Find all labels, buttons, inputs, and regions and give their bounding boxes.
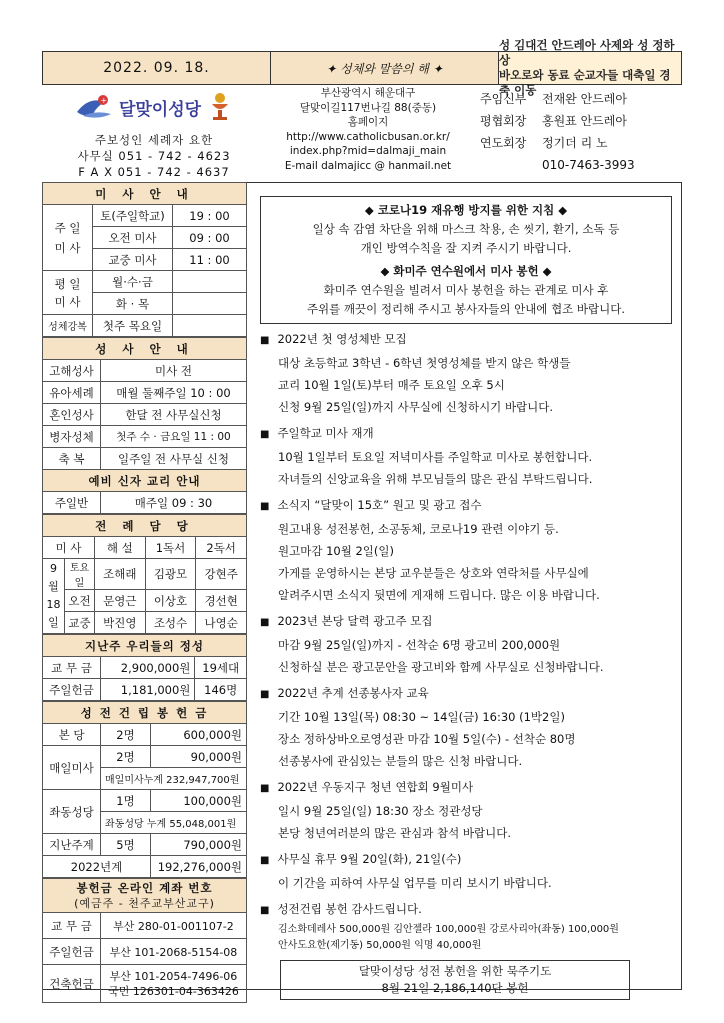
offering-amount: 1,181,000원: [101, 679, 195, 701]
parish-logo: [42, 90, 266, 124]
building-cumulative: [101, 812, 247, 834]
sacrament-name: 축 복: [43, 448, 101, 470]
parish-info: [42, 88, 266, 184]
offering-name: 주일헌금: [43, 679, 101, 701]
account-line-1: 부산 101-2054-7496-06: [109, 969, 238, 983]
notice-body-1a: 일상 속 감염 차단을 위해 마스크 착용, 손 씻기, 환기, 소독 등: [312, 222, 620, 236]
building-amount: 100,000원: [151, 790, 247, 812]
news-line: 원고내용 성전봉헌, 소공동체, 코로나19 관련 이야기 등.: [278, 522, 559, 536]
liturgy-date: 9월 18일: [43, 559, 65, 634]
building-name: 지난주계: [43, 834, 101, 856]
news-line: 장소 정하상바오로영성관 마감 10월 5일(수) - 선착순 80명: [278, 732, 576, 746]
prayer-line-2: 8월 21일 2,186,140단 봉헌: [381, 981, 529, 995]
staff-name: 정기더 리 노: [542, 136, 608, 150]
feast-title: [499, 38, 681, 97]
chalice-icon: [207, 92, 233, 122]
mass-time: 19 : 00: [173, 205, 247, 227]
liturgy-table: [42, 514, 247, 634]
parish-contact: [268, 86, 468, 173]
left-column: [42, 182, 247, 1003]
building-count: 1명: [101, 790, 151, 812]
offering-count: 146명: [195, 679, 247, 701]
news-line: 본당 청년여러분의 많은 관심과 참석 바랍니다.: [278, 826, 512, 840]
building-count: 5명: [101, 834, 151, 856]
sunday-mass-label: 주 일 미 사: [43, 205, 93, 271]
news-line: 자녀들의 신앙교육을 위해 부모님들의 많은 관심 부탁드립니다.: [278, 472, 593, 486]
news-title: ■ 사무실 휴무 9월 20일(화), 21일(수): [260, 848, 680, 872]
liturgy-reading2: 강현주: [196, 559, 247, 590]
sacrament-value: 첫주 수 · 금요일 11 : 00: [101, 426, 247, 448]
dove-emblem-icon: [75, 92, 115, 122]
liturgy-commentator: 조해래: [95, 559, 146, 590]
account-name: 주일헌금: [43, 939, 101, 965]
email[interactable]: E-mail dalmajicc @ hanmail.net: [284, 159, 452, 172]
account-number: 부산 280-01-001107-2: [101, 913, 247, 939]
rosary-prayer-box: [280, 960, 630, 1000]
liturgy-reading1: 조성수: [145, 612, 196, 634]
notice-body-1b: 개인 방역수칙을 잘 지켜 주시기 바랍니다.: [360, 241, 572, 255]
liturgy-mass: 토요일: [65, 559, 95, 590]
mass-name: 교중 미사: [93, 249, 173, 271]
liturgy-header: 2독서: [196, 537, 247, 559]
news-line: 10월 1일부터 토요일 저녁미사를 주일학교 미사로 봉헌합니다.: [278, 450, 593, 464]
office-phone: 사무실 051 - 742 - 4623: [77, 149, 231, 163]
building-amount: 90,000원: [151, 746, 247, 768]
news-line: 신청하실 분은 광고문안을 광고비와 함께 사무실로 신청바랍니다.: [278, 660, 604, 674]
cumulative-amount: 232,947,700원: [166, 775, 240, 786]
feast-line-2: 바오로와 동료 순교자들 대축일 경축 이동: [499, 68, 671, 97]
year-total-label: 2022년계: [43, 856, 151, 878]
sacrament-title: 성 사 안 내: [43, 338, 247, 360]
news-line: 마감 9월 25일(일)까지 - 선착순 6명 광고비 200,000원: [278, 638, 561, 652]
weekday-days: 화 · 목: [93, 293, 173, 315]
building-title: 성 전 건 립 봉 헌 금: [43, 702, 247, 724]
staff-row: [480, 88, 680, 110]
news-line: 기간 10월 13일(목) 08:30 ~ 14일(금) 16:30 (1박2일): [278, 710, 565, 724]
staff-row: [480, 132, 680, 154]
news-line: 대상 초등학교 3학년 - 6학년 첫영성체를 받지 않은 학생들: [278, 356, 571, 370]
offering-amount: 2,900,000원: [101, 657, 195, 679]
news-line: 신청 9월 25일(일)까지 사무실에 신청하시기 바랍니다.: [278, 400, 554, 414]
mass-table: [42, 182, 247, 337]
news-item: [260, 682, 680, 772]
weekday-days: 월·수·금: [93, 271, 173, 293]
parish-name: 달맞이성당: [118, 99, 202, 120]
account-number: 부산 101-2068-5154-08: [101, 939, 247, 965]
liturgy-mass: 교중: [65, 612, 95, 634]
catechism-value: 매주일 09 : 30: [101, 492, 247, 514]
svg-text:+: +: [100, 96, 108, 105]
news-line: 선종봉사에 관심있는 분들의 많은 신청 바랍니다.: [278, 754, 523, 768]
sacrament-value: 미사 전: [101, 360, 247, 382]
notice-box: [260, 196, 672, 324]
liturgy-reading1: 이상호: [145, 590, 196, 612]
fax-number: F A X 051 - 742 - 4637: [78, 165, 230, 179]
cumulative-label: 매일미사누계: [105, 775, 163, 786]
feast-line-1: 성 김대건 안드레아 사제와 성 정하상: [499, 38, 675, 67]
liturgy-reading1: 김광모: [145, 559, 196, 590]
news-line: 이 기간을 피하여 사무실 업무를 미리 보시기 바랍니다.: [278, 876, 552, 890]
staff-name: 홍원표 안드레아: [542, 114, 627, 128]
year-theme: ✦ 성체와 말씀의 해 ✦: [271, 52, 499, 84]
building-count: 2명: [101, 724, 151, 746]
accounts-title-2: (예금주 - 천주교부산교구): [74, 896, 215, 910]
prayer-line-1: 달맞이성당 성전 봉헌을 위한 묵주기도: [358, 964, 552, 978]
offering-name: 교 무 금: [43, 657, 101, 679]
offering-title: 지난주 우리들의 정성: [43, 635, 247, 657]
sacrament-value: 매월 둘째주일 10 : 00: [101, 382, 247, 404]
staff-phone: 010-7463-3993: [542, 158, 635, 172]
news-line: 알려주시면 소식지 뒷면에 게재해 드립니다. 많은 이용 바랍니다.: [278, 588, 600, 602]
liturgy-header: 해 설: [95, 537, 146, 559]
news-title: ■ 2023년 본당 달력 광고주 모집: [260, 610, 680, 634]
staff-name: 전재완 안드레아: [542, 92, 627, 106]
mass-title: 미 사 안 내: [43, 183, 247, 205]
sacrament-name: 유아세례: [43, 382, 101, 404]
news-line: 교리 10월 1일(토)부터 매주 토요일 오후 5시: [278, 378, 505, 392]
sacrament-name: 병자성체: [43, 426, 101, 448]
liturgy-reading2: 나영순: [196, 612, 247, 634]
notice-title-2: ◆ 화미주 연수원에서 미사 봉헌 ◆: [380, 264, 552, 278]
news-line: 안사도요한(제기동) 50,000원 익명 40,000원: [278, 940, 482, 951]
staff-row: [480, 110, 680, 132]
news-title: ■ 2022년 우동지구 청년 연합회 9월미사: [260, 776, 680, 800]
weekday-mass-label: 평 일 미 사: [43, 271, 93, 315]
news-item: [260, 328, 680, 418]
notice-body-2b: 주위를 깨끗이 정리해 주시고 봉사자들의 안내에 협조 바랍니다.: [306, 302, 626, 316]
news-item: [260, 848, 680, 894]
adoration-value: 첫주 목요일: [93, 315, 173, 337]
news-title: ■ 2022년 추계 선종봉사자 교육: [260, 682, 680, 706]
news-item: [260, 898, 680, 954]
account-line-2: 국민 126301-04-363426: [108, 984, 239, 998]
building-count: 2명: [101, 746, 151, 768]
right-column: [250, 186, 680, 1000]
notice-body-2a: 화미주 연수원을 빌려서 미사 봉헌을 하는 관계로 미사 후: [323, 283, 609, 297]
year-total: 192,276,000원: [151, 856, 247, 878]
building-name: 매일미사: [43, 746, 101, 790]
news-title: ■ 성전건립 봉헌 감사드립니다.: [260, 898, 680, 922]
sacrament-value: 일주일 전 사무실 신청: [101, 448, 247, 470]
mass-name: 토(주일학교): [93, 205, 173, 227]
accounts-title: [43, 879, 247, 913]
mass-time: 11 : 00: [173, 249, 247, 271]
homepage-url-2[interactable]: index.php?mid=dalmaji_main: [289, 145, 447, 157]
news-line: 원고마감 10월 2일(일): [278, 544, 394, 558]
offering-table: [42, 634, 247, 701]
parish-staff: [480, 88, 680, 176]
adoration-label: 성체강복: [43, 315, 93, 337]
liturgy-commentator: 박진영: [95, 612, 146, 634]
liturgy-header: 미 사: [43, 537, 95, 559]
building-amount: 790,000원: [151, 834, 247, 856]
news-title: ■ 2022년 첫 영성체반 모집: [260, 328, 680, 352]
accounts-table: [42, 878, 247, 1003]
news-line: 김소화데레사 500,000원 김안젤라 100,000원 강로사리아(좌동) 100,000원: [278, 924, 619, 935]
liturgy-header: 1독서: [145, 537, 196, 559]
staff-role: 연도회장: [480, 136, 527, 150]
catechism-label: 주일반: [43, 492, 101, 514]
account-name: 건축헌금: [43, 965, 101, 1003]
news-item: [260, 494, 680, 606]
patron-saint: 주보성인 세례자 요한: [94, 133, 214, 147]
sacrament-value: 한달 전 사무실신청: [101, 404, 247, 426]
news-line: 가게를 운영하시는 본당 교우분들은 상호와 연락처를 사무실에: [278, 566, 589, 580]
offering-count: 19세대: [195, 657, 247, 679]
address-line-2: 달맞이길117번나길 88(중동): [299, 101, 437, 114]
address-line-1: 부산광역시 해운대구: [320, 87, 416, 99]
bulletin-date: 2022. 09. 18.: [43, 52, 271, 84]
news-item: [260, 776, 680, 844]
building-cumulative: [101, 768, 247, 790]
sacrament-name: 고해성사: [43, 360, 101, 382]
building-amount: 600,000원: [151, 724, 247, 746]
news-line: 일시 9월 25일(일) 18:30 장소 정관성당: [278, 804, 483, 818]
news-item: [260, 422, 680, 490]
cumulative-label: 좌동성당 누계: [105, 819, 167, 830]
accounts-title-1: 봉헌금 온라인 계좌 번호: [76, 880, 213, 895]
mass-time: 09 : 00: [173, 227, 247, 249]
building-fund-table: [42, 701, 247, 878]
liturgy-commentator: 문영근: [95, 590, 146, 612]
liturgy-mass: 오전: [65, 590, 95, 612]
news-title: ■ 주일학교 미사 재개: [260, 422, 680, 446]
news-item: [260, 610, 680, 678]
building-name: 좌동성당: [43, 790, 101, 834]
homepage-label: 홈페이지: [347, 116, 389, 128]
liturgy-title: 전 례 담 당: [43, 515, 247, 537]
building-name: 본 당: [43, 724, 101, 746]
catechism-title: 예비 신자 교리 안내: [43, 470, 247, 492]
staff-role: 주임신부: [480, 92, 527, 106]
cumulative-amount: 55,048,001원: [169, 819, 237, 830]
staff-role: 평협회장: [480, 114, 527, 128]
sacrament-name: 혼인성사: [43, 404, 101, 426]
notice-title-1: ◆ 코로나19 재유행 방지를 위한 지침 ◆: [364, 203, 568, 217]
account-number: [101, 965, 247, 1003]
liturgy-reading2: 경선현: [196, 590, 247, 612]
news-title: ■ 소식지 “달맞이 15호” 원고 및 광고 접수: [260, 494, 680, 518]
account-name: 교 무 금: [43, 913, 101, 939]
homepage-url-1[interactable]: http://www.catholicbusan.or.kr/: [286, 130, 450, 143]
sacrament-table: [42, 337, 247, 514]
mass-name: 오전 미사: [93, 227, 173, 249]
